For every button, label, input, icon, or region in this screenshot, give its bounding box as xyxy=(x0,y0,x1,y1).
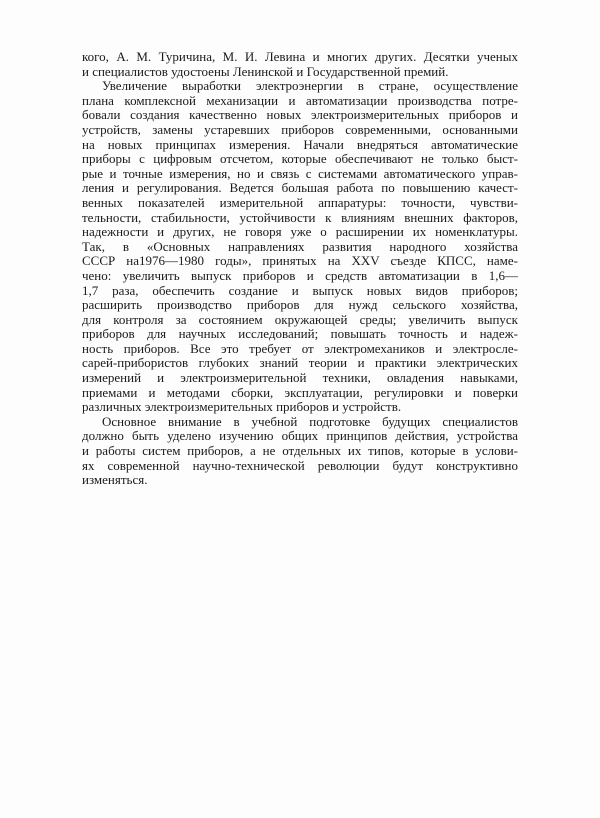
paragraph-continuation xyxy=(82,50,518,79)
text-line: должно быть уделено изучению общих принципов действия, устройства xyxy=(82,428,518,444)
text-line: чено: увеличить выпуск приборов и средств автоматизации в 1,6— xyxy=(82,267,518,283)
text-line: СССР на1976—1980 годы», принятых на XXV съезде КПСС, наме- xyxy=(82,253,518,269)
text-line: на новых принципах измерения. Начали внедряться автоматические xyxy=(82,136,518,152)
text-line: и работы систем приборов, а не отдельных их типов, которые в услови- xyxy=(82,443,518,459)
text-line: приборы с цифровым отсчетом, которые обеспечивают не только быст- xyxy=(82,151,518,167)
text-line: 1,7 раза, обеспечить создание и выпуск новых видов приборов; xyxy=(82,282,518,298)
text-line: Увеличение выработки электроэнергии в стране, осуществление xyxy=(102,78,518,94)
text-line: Основное внимание в учебной подготовке будущих специалистов xyxy=(102,413,518,429)
text-line: рые и точные измерения, но и связь с системами автоматического управ- xyxy=(82,165,518,181)
text-line: надежности и других, не говоря уже о расширении их номенклатуры. xyxy=(82,224,518,240)
text-line: Так, в «Основных направлениях развития народного хозяйства xyxy=(82,238,518,254)
text-line: ность приборов. Все это требует от электромехаников и электросле- xyxy=(82,340,518,356)
text-line: приборов для научных исследований; повышать точность и надеж- xyxy=(82,326,518,342)
text-line: бовали создания качественно новых электроизмерительных приборов и xyxy=(82,107,518,123)
text-line: измерений и электроизмерительной техники, овладения навыками, xyxy=(82,370,518,386)
text-line: сарей-прибористов глубоких знаний теории и практики электрических xyxy=(82,355,518,371)
text-line: расширить производство приборов для нужд сельского хозяйства, xyxy=(82,297,518,313)
body-text xyxy=(82,50,518,488)
text-line: плана комплексной механизации и автоматизации производства потре- xyxy=(82,92,518,108)
text-line: кого, А. М. Туричина, М. И. Левина и многих других. Десятки ученых xyxy=(82,49,518,64)
text-line: приемами и методами сборки, эксплуатации, регулировки и поверки xyxy=(82,384,518,400)
text-line: и специалистов удостоены Ленинской и Государственной премий. xyxy=(82,63,449,79)
text-line: тельности, стабильности, устойчивости к влияниям внешних факторов, xyxy=(82,209,518,225)
text-line: устройств, замены устаревших приборов современными, основанными xyxy=(82,121,518,137)
text-line: различных электроизмерительных приборов и устройств. xyxy=(82,399,402,415)
text-line: венных показателей измерительной аппаратуры: точности, чувстви- xyxy=(82,194,518,210)
text-line: для контроля за состоянием окружающей среды; увеличить выпуск xyxy=(82,311,518,327)
paragraph-training-focus xyxy=(82,415,518,488)
text-line: ления и регулирования. Ведется большая работа по повышению качест- xyxy=(82,180,518,196)
text-line: изменяться. xyxy=(82,472,148,488)
paragraph-instrument-development xyxy=(82,79,518,415)
text-line: ях современной научно-технической революции будут конструктивно xyxy=(82,457,518,473)
